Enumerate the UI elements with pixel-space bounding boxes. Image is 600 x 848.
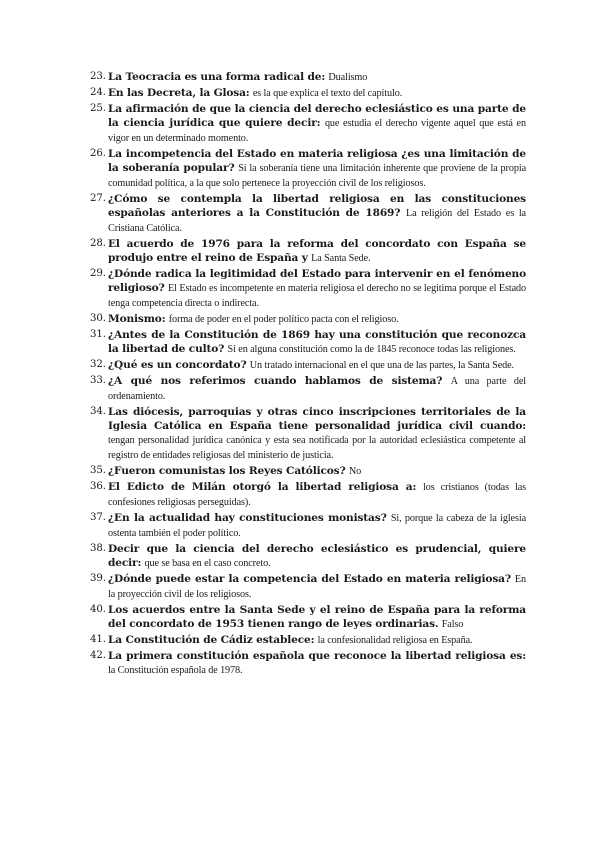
answer-text: Si en alguna constitución como la de 1845 reconoce todas las religiones. [227, 344, 516, 355]
question-text: ¿Fueron comunistas los Reyes Católicos? [108, 465, 346, 477]
question-item [90, 86, 526, 101]
question-item [90, 237, 526, 266]
question-number: 27. [90, 193, 106, 204]
question-item [90, 102, 526, 146]
question-item [90, 464, 526, 479]
answer-text: que se basa en el caso concreto. [144, 558, 271, 569]
question-text: ¿A qué nos referimos cuando hablamos de sistema? [108, 375, 443, 387]
question-item [90, 70, 526, 85]
answer-text: la Constitución española de 1978. [108, 665, 243, 676]
question-number: 41. [90, 634, 106, 645]
question-item [90, 192, 526, 236]
question-item [90, 542, 526, 571]
question-text: ¿Dónde radica la legitimidad del Estado para intervenir en el fenómeno religioso? [108, 268, 526, 294]
question-text: La primera constitución española que reconoce la libertad religiosa es: [108, 650, 526, 662]
question-text: Monismo: [108, 313, 166, 325]
question-item [90, 649, 526, 678]
question-item [90, 328, 526, 357]
answer-text: es la que explica el texto del capítulo. [252, 88, 403, 99]
question-text: La Constitución de Cádiz establece: [108, 634, 315, 646]
question-item [90, 374, 526, 404]
question-number: 35. [90, 465, 106, 476]
question-text: El Edicto de Milán otorgó la libertad religiosa a: [108, 481, 417, 493]
answer-text: A una parte del ordenamiento. [108, 376, 526, 402]
answer-text: tengan personalidad jurídica canónica y esta sea notificada por la autoridad eclesiástica competente al registro de entidades religiosas del ministerio de justicia. [108, 435, 526, 461]
question-text: Las diócesis, parroquias y otras cinco inscripciones territoriales de la Iglesia Católica en España tiene personalidad jurídica civil cuando: [108, 406, 526, 432]
question-number: 39. [90, 573, 106, 584]
question-text: ¿En la actualidad hay constituciones monistas? [108, 512, 387, 524]
question-number: 33. [90, 375, 106, 386]
question-item [90, 572, 526, 602]
question-number: 28. [90, 238, 106, 249]
question-number: 31. [90, 329, 106, 340]
answer-text: La Santa Sede. [311, 253, 371, 264]
answer-text: la confesionalidad religiosa en España. [317, 635, 473, 646]
question-number: 34. [90, 406, 106, 417]
question-item [90, 511, 526, 541]
answer-text: forma de poder en el poder político pacta con el religioso. [168, 314, 399, 325]
question-number: 38. [90, 543, 106, 554]
answer-text: En la proyección civil de los religiosos. [108, 574, 526, 600]
question-number: 42. [90, 650, 106, 661]
answer-text: La religión del Estado es la Cristiana Católica. [108, 208, 526, 234]
question-text: La afirmación de que la ciencia del derecho eclesiástico es una parte de la ciencia jurídica que quiere decir: [108, 103, 526, 129]
answer-text: Dualismo [328, 72, 368, 83]
question-item [90, 633, 526, 648]
answer-text: No [348, 466, 362, 477]
question-text: En las Decreta, la Glosa: [108, 87, 250, 99]
question-text: La incompetencia del Estado en materia religiosa ¿es una limitación de la soberanía popular? [108, 148, 526, 174]
question-number: 24. [90, 87, 106, 98]
question-number: 36. [90, 481, 106, 492]
answer-text: Falso [441, 619, 464, 630]
question-number: 26. [90, 148, 106, 159]
question-item [90, 267, 526, 311]
question-list [90, 70, 526, 679]
answer-text: El Estado es incompetente en materia religiosa el derecho no se legitima porque el Estado tenga competencia directa o indirecta. [108, 283, 526, 309]
question-text: Decir que la ciencia del derecho eclesiástico es prudencial, quiere decir: [108, 543, 526, 569]
answer-text: los cristianos (todas las confesiones religiosas perseguidas). [108, 482, 526, 508]
question-text: Los acuerdos entre la Santa Sede y el reino de España para la reforma del concordato de 1953 tienen rango de leyes ordinarias. [108, 604, 526, 630]
question-number: 37. [90, 512, 106, 523]
question-number: 32. [90, 359, 106, 370]
question-text: ¿Dónde puede estar la competencia del Estado en materia religiosa? [108, 573, 511, 585]
question-text: ¿Qué es un concordato? [108, 359, 247, 371]
answer-text: que estudia el derecho vigente aquel que está en vigor en un determinado momento. [108, 118, 526, 144]
question-number: 40. [90, 604, 106, 615]
question-item [90, 603, 526, 632]
question-item [90, 358, 526, 373]
question-number: 23. [90, 71, 106, 82]
answer-text: Si, porque la cabeza de la iglesia ostenta también el poder político. [108, 513, 526, 539]
question-item [90, 147, 526, 191]
question-item [90, 480, 526, 510]
answer-text: Si la soberanía tiene una limitación inherente que proviene de la propia comunidad política, a la que solo pertenece la proyección civil de los religiosos. [108, 163, 526, 189]
question-number: 29. [90, 268, 106, 279]
question-text: La Teocracia es una forma radical de: [108, 71, 326, 83]
answer-text: Un tratado internacional en el que una de las partes, la Santa Sede. [249, 360, 514, 371]
question-number: 30. [90, 313, 106, 324]
question-number: 25. [90, 103, 106, 114]
question-item [90, 312, 526, 327]
question-item [90, 405, 526, 463]
question-text: ¿Cómo se contempla la libertad religiosa en las constituciones españolas anteriores a la Constitución de 1869? [108, 193, 526, 219]
question-text: ¿Antes de la Constitución de 1869 hay una constitución que reconozca la libertad de culto? [108, 329, 526, 355]
question-text: El acuerdo de 1976 para la reforma del concordato con España se produjo entre el reino de España y [108, 238, 526, 264]
